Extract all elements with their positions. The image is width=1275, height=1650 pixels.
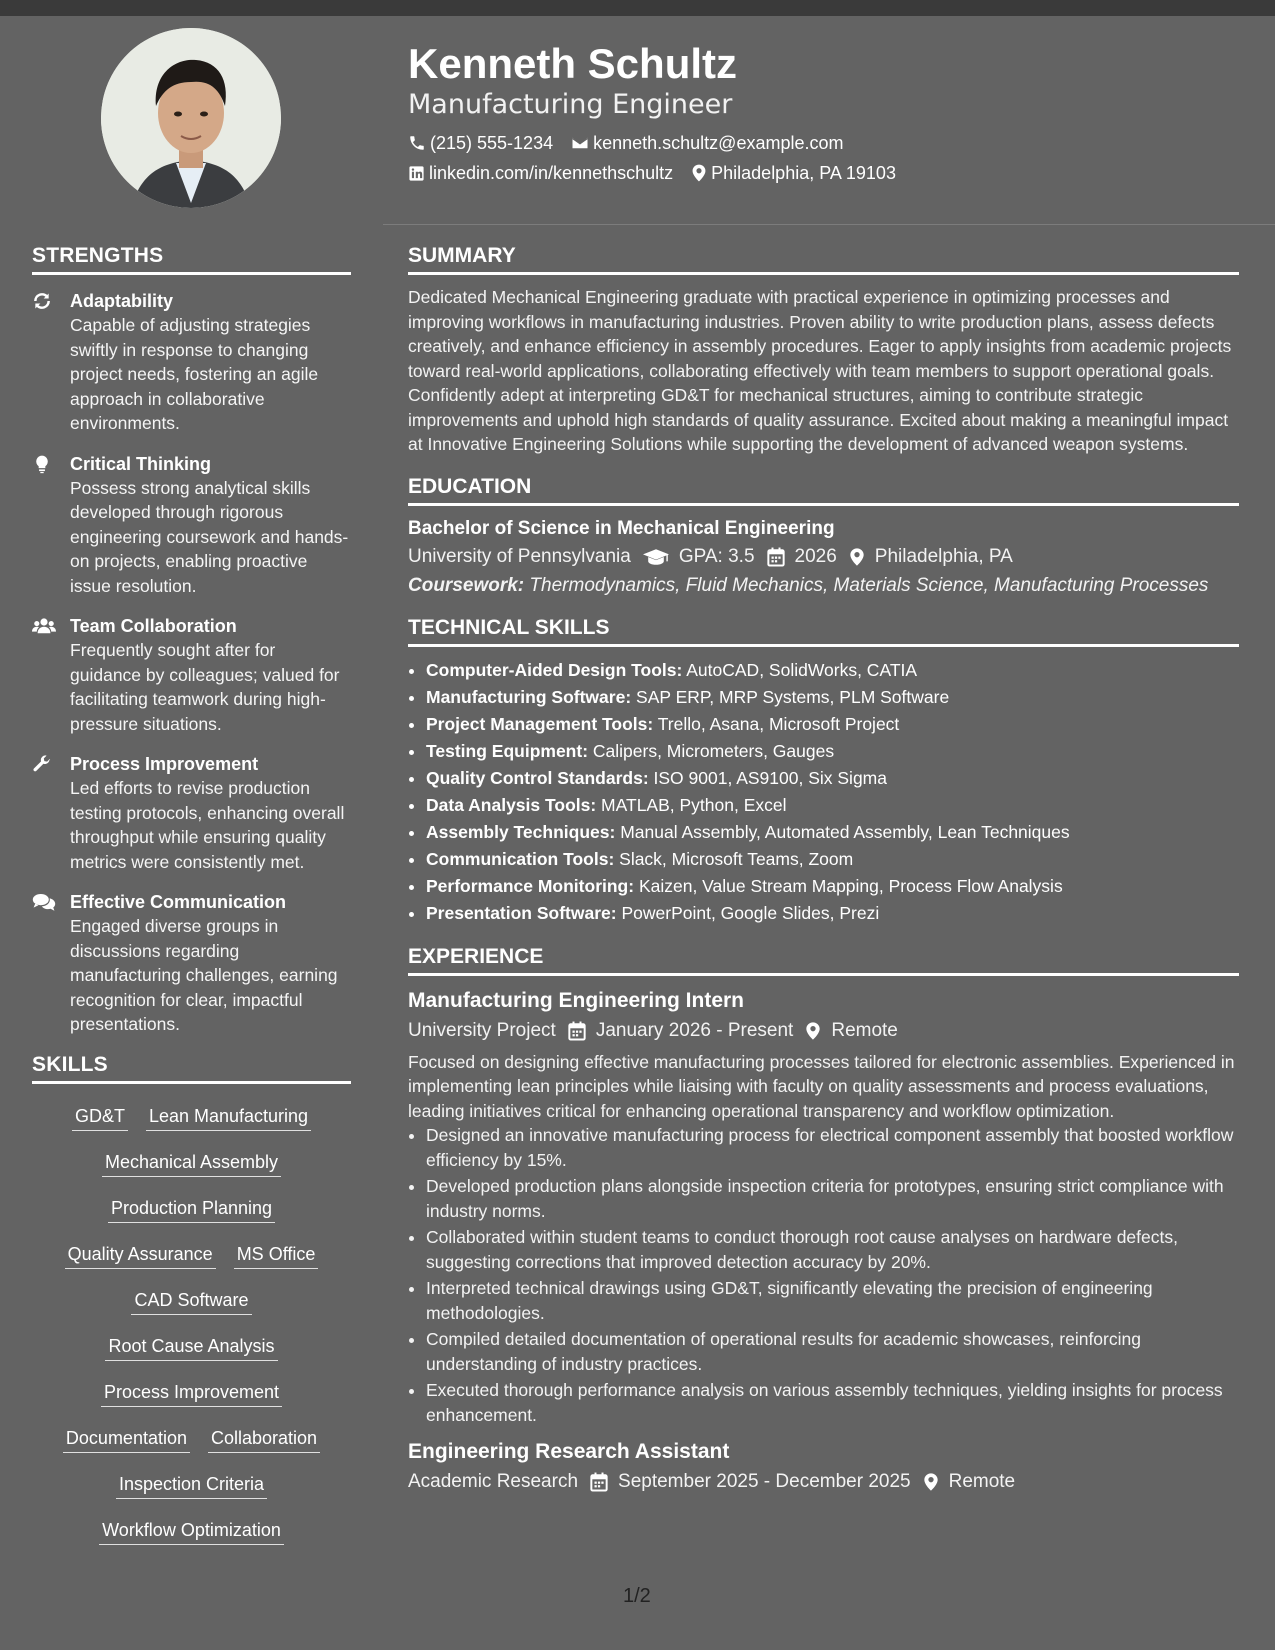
job-entry (408, 986, 1239, 1428)
skill-tag: GD&T (72, 1104, 128, 1131)
coursework-label: Coursework: (408, 574, 525, 596)
job-meta (408, 1016, 1239, 1046)
list-item: • Communication Tools: Slack, Microsoft Teams, Zoom (426, 846, 1239, 873)
list-item: • Testing Equipment: Calipers, Micrometers, Gauges (426, 738, 1239, 765)
job-location: Remote (923, 1467, 1016, 1497)
resume-page (0, 16, 1275, 1650)
school-name: University of Pennsylvania (408, 545, 631, 567)
profile-photo (101, 28, 281, 208)
technical-skills-heading: TECHNICAL SKILLS (408, 616, 1239, 647)
location-contact (691, 158, 896, 188)
graduation-year: 2026 (767, 542, 837, 572)
strength-item (32, 452, 351, 599)
candidate-title: Manufacturing Engineer (408, 89, 733, 120)
skill-tag: CAD Software (131, 1288, 251, 1315)
skill-tag: Process Improvement (101, 1380, 282, 1407)
job-description: Focused on designing effective manufacturing processes tailored for electronic assemblies. Experienced in implementing lean principles while liaising with faculty on quality assessments and process evaluations, leading initiatives critical for enhancing operational transparency and workflow optimization. (408, 1051, 1235, 1121)
skill-tag: Documentation (63, 1426, 190, 1453)
coursework-list: Thermodynamics, Fluid Mechanics, Materials Science, Manufacturing Processes (524, 574, 1209, 596)
list-item: • Quality Control Standards: ISO 9001, AS9100, Six Sigma (426, 765, 1239, 792)
calendar-icon (568, 1021, 586, 1041)
technical-skills-list (408, 657, 1239, 927)
envelope-icon (571, 134, 589, 152)
sidebar (32, 244, 351, 1564)
experience-section (408, 945, 1239, 1498)
list-item: • Project Management Tools: Trello, Asana, Microsoft Project (426, 711, 1239, 738)
map-marker-icon (849, 547, 865, 567)
skill-tag: Root Cause Analysis (105, 1334, 277, 1361)
map-marker-icon (691, 164, 707, 182)
candidate-name: Kenneth Schultz (408, 40, 738, 87)
resume-header (408, 40, 1248, 188)
users-icon (32, 616, 56, 636)
location-text: Philadelphia, PA 19103 (711, 163, 896, 183)
map-marker-icon (923, 1472, 939, 1492)
list-item: • Assembly Techniques: Manual Assembly, Automated Assembly, Lean Techniques (426, 819, 1239, 846)
linkedin-icon (408, 165, 425, 182)
skill-tag: Inspection Criteria (116, 1472, 267, 1499)
job-location: Remote (805, 1016, 898, 1046)
strength-title: Process Improvement (70, 754, 259, 774)
email-text[interactable]: kenneth.schultz@example.com (593, 133, 844, 153)
skill-tag: Mechanical Assembly (102, 1150, 281, 1177)
map-marker-icon (805, 1021, 821, 1041)
job-entry (408, 1437, 1239, 1497)
coursework (408, 574, 1239, 598)
technical-skills-section (408, 616, 1239, 927)
strength-item (32, 289, 351, 436)
strength-description: Frequently sought after for guidance by colleagues; valued for facilitating teamwork during high-pressure situations. (70, 640, 340, 734)
strength-description: Possess strong analytical skills developed through rigorous engineering coursework and hands-on projects, enabling proactive issue resolution. (70, 477, 349, 596)
strength-item (32, 890, 351, 1037)
strength-title: Adaptability (70, 291, 174, 311)
job-org: Academic Research (408, 1471, 579, 1492)
job-title: Engineering Research Assistant (408, 1440, 730, 1463)
list-item: • Data Analysis Tools: MATLAB, Python, Excel (426, 792, 1239, 819)
list-item: • Developed production plans alongside inspection criteria for prototypes, ensuring strict compliance with industry norms. (426, 1174, 1239, 1223)
lightbulb-icon (32, 454, 52, 474)
phone-icon (408, 134, 426, 152)
experience-heading: EXPERIENCE (408, 945, 1239, 976)
education-heading: EDUCATION (408, 475, 1239, 506)
degree-title: Bachelor of Science in Mechanical Engineering (408, 517, 835, 539)
linkedin-text[interactable]: linkedin.com/in/kennethschultz (429, 163, 674, 183)
list-item: • Computer-Aided Design Tools: AutoCAD, SolidWorks, CATIA (426, 657, 1239, 684)
skill-tag: Workflow Optimization (99, 1518, 284, 1545)
skill-tag: Production Planning (108, 1196, 275, 1223)
graduation-cap-icon (643, 548, 669, 566)
comments-icon (32, 892, 56, 912)
strength-title: Team Collaboration (70, 616, 237, 636)
education-meta (408, 542, 1239, 572)
strength-description: Capable of adjusting strategies swiftly in response to changing project needs, fostering an agile approach in collaborative environments. (70, 315, 319, 433)
job-dates: September 2025 - December 2025 (590, 1467, 911, 1497)
strength-title: Effective Communication (70, 892, 287, 912)
job-org: University Project (408, 1019, 556, 1041)
job-dates: January 2026 - Present (568, 1016, 794, 1046)
header-divider (383, 224, 1275, 225)
strengths-heading: STRENGTHS (32, 244, 351, 275)
gpa: GPA: 3.5 (643, 542, 755, 572)
list-item: • Executed thorough performance analysis on various assembly techniques, yielding insights for process enhancement. (426, 1378, 1239, 1427)
strength-description: Engaged diverse groups in discussions regarding manufacturing challenges, earning recognition for clear, impactful presentations. (70, 916, 338, 1034)
school-location: Philadelphia, PA (849, 542, 1013, 572)
job-meta (408, 1467, 1239, 1497)
job-bullets (408, 1123, 1239, 1427)
list-item: • Manufacturing Software: SAP ERP, MRP Systems, PLM Software (426, 684, 1239, 711)
strength-description: Led efforts to revise production testing protocols, enhancing overall throughput while ensuring quality metrics were consistently met. (70, 778, 345, 872)
contact-row-2 (408, 158, 1248, 188)
main-column (408, 244, 1239, 1515)
top-bar (0, 0, 1275, 16)
education-section (408, 475, 1239, 598)
contact-row-1 (408, 128, 1248, 158)
skill-tag: Quality Assurance (65, 1242, 216, 1269)
summary-text: Dedicated Mechanical Engineering graduate with practical experience in optimizing processes and improving workflows in manufacturing industries. Proven ability to write production plans, assess defects creatively, and enhance efficiency in assembly procedures. Eager to apply insights from academic projects toward real-world applications, collaborating effectively with team members to support operational goals. Confidently adept at interpreting GD&T for mechanical structures, aiming to contribute strategic improvements and uphold high standards of quality assurance. Excited about making a meaningful impact at Innovative Engineering Solutions while supporting the development of advanced weapon systems. (408, 287, 1232, 454)
strength-item (32, 752, 351, 874)
wrench-icon (32, 754, 52, 774)
skills-cloud (32, 1098, 351, 1545)
linkedin-contact[interactable] (408, 158, 673, 188)
list-item: • Designed an innovative manufacturing process for electrical component assembly that boosted workflow efficiency by 15%. (426, 1123, 1239, 1172)
phone-contact (408, 128, 553, 158)
email-contact[interactable] (571, 128, 843, 158)
list-item: • Performance Monitoring: Kaizen, Value Stream Mapping, Process Flow Analysis (426, 873, 1239, 900)
sync-icon (32, 291, 52, 311)
list-item: • Interpreted technical drawings using GD&T, significantly elevating the precision of engineering methodologies. (426, 1276, 1239, 1325)
summary-section (408, 244, 1239, 457)
job-title: Manufacturing Engineering Intern (408, 988, 745, 1012)
skill-tag: MS Office (234, 1242, 319, 1269)
page-number: 1/2 (623, 1585, 651, 1607)
phone-text: (215) 555-1234 (430, 133, 554, 153)
strength-item (32, 614, 351, 736)
skill-tag: Lean Manufacturing (146, 1104, 311, 1131)
list-item: • Presentation Software: PowerPoint, Google Slides, Prezi (426, 900, 1239, 927)
list-item: • Collaborated within student teams to conduct thorough root cause analyses on hardware defects, suggesting corrections that improved detection accuracy by 20%. (426, 1225, 1239, 1274)
skill-tag: Collaboration (208, 1426, 320, 1453)
strength-title: Critical Thinking (70, 453, 212, 474)
calendar-icon (767, 547, 785, 567)
summary-heading: SUMMARY (408, 244, 1239, 275)
skills-heading: SKILLS (32, 1053, 351, 1084)
list-item: • Compiled detailed documentation of operational results for academic showcases, reinforcing understanding of industry practices. (426, 1327, 1239, 1376)
calendar-icon (590, 1472, 608, 1492)
